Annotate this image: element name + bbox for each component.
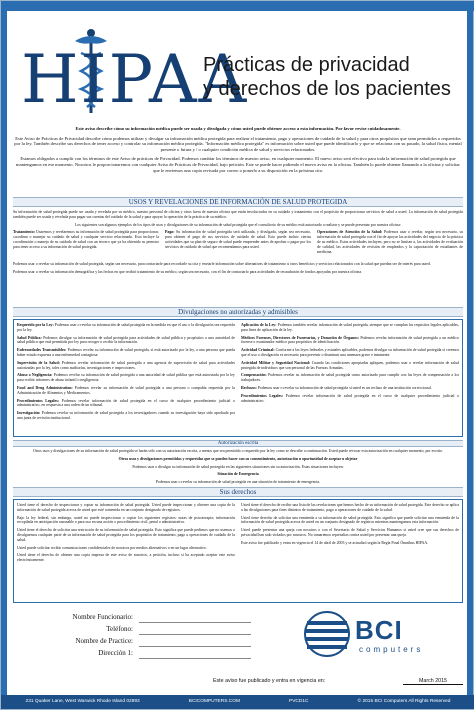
- unauthorized-text: Podemos revelar su información de salud protegida, si está autorizado por la ley, a una persona que pueda haber estado expuesta a una enfermedad contagiosa.: [17, 348, 235, 357]
- emergency-title: Situación de Emergencia: [217, 472, 259, 477]
- unauthorized-label: Reclusos:: [241, 385, 257, 390]
- footer-code: PVCD1C: [289, 699, 309, 704]
- footer: [1, 697, 474, 707]
- unauthorized-text: Podemos revelar su información de salud protegida a una autoridad de salud pública que está autorizada por la ley para recibir informes de abuso infantil o negligencia.: [17, 373, 235, 383]
- treatment-text: Usaremos y revelaremos su información de salud protegida para proporcionar, coordinar o manejar su cuidado de salud y cualquier servicio relacionado. Esto incluye la coordinación o manejo de su cuidado de salud con un tercero que ya ha obtenido su permiso para tener acceso a su información de salud protegida.: [13, 230, 159, 249]
- other-uses-title: Otros usos y divulgaciones permitidas y requeridas que se pueden hacer con su consentimiento, autorización u oportunidad de aceptar u objetar: [118, 456, 358, 461]
- right-item: Usted tiene el derecho de solicitar una restricción de su información de salud protegida. Esto significa que puede pedirnos que no usemos o divulguemos cualquier parte de su información de salud protegida para los propósitos de tratamiento, pago u operaciones de cuidado de la salud.: [17, 528, 235, 542]
- contact-form: [51, 611, 251, 659]
- right-item: Usted tiene el derecho de inspeccionar y copiar su información de salud protegida. Usted puede inspeccionar y obtener una copia de la información de salud protegida acerca de usted que esté contenida en un conjunto designado de registros.: [17, 503, 235, 512]
- operations-text: Podemos usar o revelar, según sea necesario, su información de salud protegida con el fin de apoyar las actividades del negocio de la práctica de su médico. Estas actividades incluyen, pero no se limitan a, las actividades de evaluación de calidad, las actividades de revisión de empleados y la capacitación de estudiantes de medicina.: [317, 230, 463, 254]
- section-authorization-heading: Autorización escrita: [13, 440, 463, 447]
- right-item: Este aviso fue publicado y entra en vigencia el 14 de abril de 2003 y se actualizó según la Regla Final Ómnibus HIPAA.: [241, 540, 429, 545]
- section-unauthorized-heading: Divulgaciones no autorizadas y admisibles: [13, 307, 463, 317]
- unauthorized-item: [241, 336, 459, 346]
- unauthorized-text: Podemos revelar información de salud protegida a una agencia de supervisión de salud para actividades autorizadas por la ley, tales como auditorías, investigaciones e inspecciones.: [17, 360, 235, 370]
- rights-columns: [17, 503, 459, 566]
- unauthorized-text: Podemos revelar información de salud protegida en el curso de cualquier procedimiento judicial o administrativo, en respuesta a una orden de un tribunal.: [17, 398, 235, 408]
- officer-row: [51, 611, 251, 623]
- intro-description: Este Aviso de Prácticas de Privacidad describe cómo podemos utilizar y divulgar su información médica protegida para realizar el tratamiento, pago y operaciones de cuidado de la salud y para otros propósitos que sean permitidos o requeridos por la ley. También describe sus derechos de tener acceso y controlar su información médica protegida. "Información médica protegida" es información sobre usted que puede identificarlo y que se relaciona con su pasado, la salud física, mental presente o futura y / o cualquier condición médica de salud y servicios relacionados.: [14, 135, 462, 152]
- header: [13, 15, 463, 123]
- page-title: [203, 53, 463, 101]
- title-line-2: y derechos de los pacientes: [203, 78, 451, 100]
- phone-field[interactable]: [139, 623, 251, 635]
- intro-summary: Este aviso describe cómo su información médica puede ser usada y divulgada y cómo usted puede obtener acceso a esta información. Por favor revise cuidadosamente.: [75, 126, 401, 131]
- right-border: [467, 11, 473, 695]
- right-item: Bajo la ley federal, sin embargo, usted no puede inspeccionar o copiar los siguientes registros: notas de psicoterapia; información recopilada en anticipación razonable o para uso en una acción o procedimiento civil, penal o administrativo.: [17, 515, 235, 525]
- unauthorized-text: Conforme a las leyes federales y estatales aplicables, podemos divulgar su información de salud protegida si creemos que el uso o divulgación es necesario para prevenir o disminuir una amenaza grave e inminente.: [241, 348, 459, 357]
- footer-address: 231 Quaker Lane, West Warwick Rhode Island 02893: [25, 699, 140, 704]
- unauthorized-columns: [17, 323, 459, 424]
- uses-treatment: [13, 230, 159, 254]
- authorization-block: [13, 449, 463, 488]
- right-item: Usted puede solicitar recibir comunicaciones confidenciales de nosotros por medios alternativos o en un lugar alternativo.: [17, 545, 207, 550]
- unauthorized-text: Podemos revelar información de salud protegida a un médico forense o examinador médico para propósitos de identificación.: [241, 335, 459, 345]
- unauthorized-label: Supervisión de la Salud:: [17, 360, 60, 365]
- unauthorized-item: [241, 394, 459, 404]
- practice-label: Nombre de Practice:: [75, 637, 133, 645]
- unauthorized-item: [17, 336, 235, 346]
- other-uses-text: Podemos usar o divulgar su información de salud protegida en las siguientes situaciones sin su autorización. Estas situaciones incluyen:: [132, 464, 344, 469]
- globe-icon: [301, 609, 353, 659]
- unauthorized-label: Food and Drug Administration:: [17, 385, 73, 390]
- unauthorized-item: [17, 373, 235, 383]
- section-uses-heading: USOS Y REVELACIONES DE INFORMACIÓN DE SALUD PROTEGIDA: [13, 197, 463, 207]
- unauthorized-item: [241, 323, 459, 333]
- right-item: Usted tiene derecho de solicitar una enmienda a su información de salud protegida. Esto significa que puede solicitar una enmienda de la información de salud protegida acerca de usted en un conjunto designado de registros mientras mantengamos esta información.: [241, 515, 459, 525]
- unauthorized-text: Podemos también revelar información de salud protegida, siempre que se cumplan los requisitos legales aplicables, para fines de aplicación de la ley.: [241, 323, 459, 332]
- officer-field[interactable]: [139, 611, 251, 623]
- practice-row: [51, 635, 251, 647]
- unauthorized-item: [241, 348, 459, 358]
- hipaa-logo: [17, 19, 249, 119]
- uses-operations: [317, 230, 463, 254]
- emergency-text: Podemos usar o revelar su información de salud protegida en una situación de tratamiento de emergencia.: [155, 480, 321, 485]
- payment-text: Su información de salud protegida será utilizada, y divulgada, según sea necesario, para obtener el pago de sus servicios de cuidado de salud. Esto puede incluir ciertas actividades que su plan de seguro de salud puede emprender antes de aprobar o pagar por los servicios de cuidado de salud que recomendamos para usted.: [165, 230, 311, 249]
- title-line-1: Prácticas de privacidad: [203, 54, 410, 76]
- unauthorized-item: [17, 411, 235, 421]
- uses-columns: [13, 230, 463, 254]
- uses-note-1: Podemos usar o revelar su información de salud protegida, según sea necesario, para contactarle para recordarle su cita y enviarle información sobre alternativas de tratamiento u otros beneficios y servicios relacionados con la salud que puedan ser de interés para usted.: [13, 262, 431, 267]
- logo-text: HIPAA: [21, 41, 249, 118]
- address-label: Dirección 1:: [98, 649, 133, 657]
- uses-intro: Su información de salud protegida puede ser usada y revelada por su médico, nuestro personal de oficina y otros fuera de nuestra oficina que están involucrados en su cuidado y tratamiento con el propósito de proporcionar servicios de salud a usted. La información de salud protegida también puede ser usada y revelada para pagar sus cuentas del cuidado de la salud y para apoyar la operación de la práctica de su médico.: [13, 210, 463, 219]
- payment-label: Pago:: [165, 230, 175, 235]
- unauthorized-label: Salud Pública:: [17, 335, 42, 340]
- unauthorized-left-column: [17, 323, 235, 424]
- intro-terms: Estamos obligados a cumplir con los términos de este Aviso de prácticas de Privacidad. Podemos cambiar los términos de nuestro aviso, en cualquier momento. El nuevo aviso será efectivo para toda la información de salud protegida que mantengamos en ese momento. Nosotros le proporcionaremos con cualquier Aviso de Prácticas de Privacidad, bajo petición. Este se puede hacer pidiendo el nuevo aviso en la oficina. También lo puede obtener llamando a la oficina y solicitar que le enviemos una copia revisada por correo o ponerlo a su disposición en la próxima cita.: [16, 156, 460, 173]
- rights-left-column: [17, 503, 235, 566]
- right-item: Usted tiene el derecho de obtener una copia impresa de este aviso de nosotros, a petición, incluso si ha aceptado aceptar este aviso electrónicamente.: [17, 553, 235, 563]
- brand-name: BCI: [355, 615, 403, 645]
- phone-label: Teléfono:: [106, 625, 133, 633]
- unauthorized-label: Procedimientos Legales:: [241, 393, 284, 398]
- unauthorized-text: Podemos revelar su información de salud protegida a los investigadores cuando su investigación haya sido aprobada por una junta de revisión institucional.: [17, 411, 235, 420]
- officer-label: Nombre Funcionario:: [72, 613, 133, 621]
- uses-examples: Los siguientes son algunos ejemplos de los tipos de usos y divulgaciones de su información de salud protegida que el consultorio de su médico está autorizado a realizar y se puede presentar por nuestra oficina:: [74, 222, 402, 227]
- unauthorized-text: Podemos usar o revelar su información de salud protegida si usted es un recluso de una institución correccional.: [257, 385, 432, 390]
- effective-value: March 2015: [403, 678, 463, 685]
- unauthorized-label: Compensación:: [241, 373, 267, 378]
- footer-copyright: © 2015 BCI Computers All Rights Reserved: [357, 699, 451, 704]
- address-row: [51, 647, 251, 659]
- right-item: Usted tiene el derecho de recibir una lista de las revelaciones que hemos hecho de su información de salud protegida. Este derecho se aplica a las divulgaciones para fines distintos de tratamiento, pago u operaciones de cuidado de la salud.: [241, 503, 459, 512]
- effective-label: Este aviso fue publicado y entra en vigencia en:: [213, 678, 326, 684]
- unauthorized-item: [17, 386, 235, 396]
- unauthorized-text: Podemos usar o revelar su información de salud protegida en la medida en que el uso o la divulgación sea requerida por la ley.: [17, 323, 236, 332]
- effective-date: [213, 678, 463, 685]
- rights-right-column: [241, 503, 459, 566]
- unauthorized-text: Podemos revelar su información de salud protegida como autorizado para cumplir con las leyes de compensación a los trabajadores.: [241, 373, 459, 383]
- unauthorized-item: [241, 373, 459, 383]
- rights-section: [13, 499, 463, 603]
- unauthorized-label: Requerido por la Ley:: [17, 323, 54, 327]
- operations-label: Operaciones de Atención de la Salud:: [317, 230, 383, 235]
- unauthorized-label: Actividad Militar y Seguridad Nacional:: [241, 360, 311, 365]
- bci-logo: [301, 609, 424, 659]
- unauthorized-text: Podemos revelar su información de salud protegida a una persona o compañía requerida por la Administración de Alimentos y Medicamentos.: [17, 385, 235, 395]
- unauthorized-label: Aplicación de la Ley:: [241, 323, 277, 327]
- unauthorized-item: [241, 361, 459, 371]
- uses-note-2: Podemos usar o revelar su información demográfica y las fechas en que recibió tratamiento de su médico, según sea necesario, con el fin de contactarlo para actividades de recaudación de fondos apoyadas por nuestra oficina.: [13, 270, 363, 275]
- unauthorized-label: Enfermedades Transmisibles:: [17, 348, 67, 353]
- practice-field[interactable]: [139, 635, 251, 647]
- unauthorized-section: [13, 319, 463, 437]
- uses-section: [13, 210, 463, 278]
- unauthorized-text: Cuando las condiciones apropiadas apliquen, podemos usar o revelar información de salud protegida de individuos que son personal de las Fuerzas Armadas.: [241, 360, 460, 370]
- brand-sub: computers: [359, 645, 424, 654]
- right-item: Usted puede presentar una queja con nosotros o con el Secretario de Salud y Servicios Humanos si usted cree que sus derechos de privacidad han sido violados por nosotros. No tomaremos represalias contra usted por presentar una queja.: [241, 528, 459, 537]
- unauthorized-item: [17, 323, 235, 333]
- unauthorized-label: Médicos Forenses, Directores de Funerarias, y Donación de Órganos:: [241, 335, 359, 340]
- unauthorized-label: Actividad Criminal:: [241, 348, 275, 353]
- unauthorized-label: Abuso o Negligencia:: [17, 373, 53, 378]
- phone-row: [51, 623, 251, 635]
- unauthorized-text: Podemos divulgar su información de salud protegida para actividades de salud pública y propósitos a una autoridad de salud pública que está permitida por ley para recoger o recibir la información.: [17, 335, 235, 345]
- left-border: [1, 11, 7, 695]
- address-field[interactable]: [139, 647, 251, 659]
- unauthorized-right-column: [241, 323, 459, 424]
- intro: [13, 126, 463, 177]
- authorization-text: Otros usos y divulgaciones de su información de salud protegida se harán sólo con su autorización escrita, a menos que sea permitido o requerido por la ley como se describe a continuación. Usted puede revocar esta autorización en cualquier momento, por escrito.: [32, 449, 443, 453]
- unauthorized-text: Podemos revelar información de salud protegida en el curso de cualquier procedimiento judicial o administrativo.: [241, 393, 459, 403]
- footer-site[interactable]: BCICOMPUTERS.COM: [188, 699, 240, 704]
- unauthorized-label: Procedimientos Legales:: [17, 398, 60, 403]
- uses-payment: [165, 230, 311, 254]
- unauthorized-item: [241, 386, 459, 391]
- top-band: [1, 1, 474, 11]
- treatment-label: Tratamiento:: [13, 230, 35, 235]
- unauthorized-item: [17, 399, 235, 409]
- unauthorized-label: Investigación:: [17, 411, 41, 416]
- section-rights-heading: Sus derechos: [13, 487, 463, 497]
- unauthorized-item: [17, 361, 235, 371]
- unauthorized-item: [17, 348, 235, 358]
